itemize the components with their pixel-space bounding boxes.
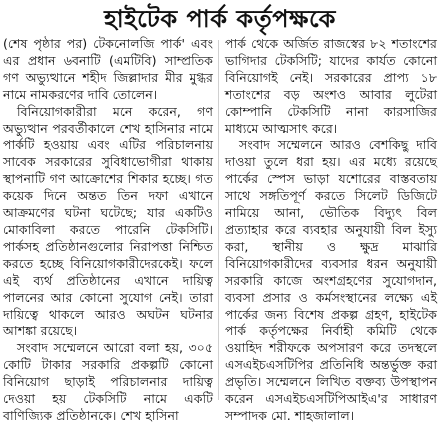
right-column [225, 36, 437, 423]
paragraph: বিনিয়োগকারীরা মনে করেন, গণ অভ্যুত্থান পরবর্তীকালে শেখ হাসিনার নামে পার্কটি হওয়ায় এবং এটির পরিচালনায় সাবেক সরকারের সুবিধাভোগীরা থাকায় স্থাপনাটি গণ আক্রোশের শিকার হচ্ছে। গত কয়েক দিনে অন্তত তিন দফা এখানে আক্রমণের ঘটনা ঘটেছে; যার একটিও মোকাবিলা করতে পারেনি টেকসিটি। পার্কসহ প্রতিষ্ঠানগুলোর নিরাপত্তা নিশ্চিত করতে হচ্ছে বিনিয়োগকারীদেরকেই। ফলে এই ব্যর্থ প্রতিষ্ঠানের এখানে দায়িত্ব পালনের আর কোনো সুযোগ নেই। তারা দায়িত্বে থাকলে আরও অঘটন ঘটনার আশঙ্কা রয়েছে। [3, 103, 213, 339]
column-divider [218, 40, 219, 400]
paragraph: পার্ক থেকে অর্জিত রাজস্বের ৮২ শতাংশের ভাগিদার টেকসিটি; যাদের কার্যত কোনো বিনিয়োগই নেই। সরকারের প্রাপ্য ১৮ শতাংশের বড় অংশও আবার লুটেরা কোম্পানি টেকসিটি নানা কারসাজির মাধ্যমে আত্মসাৎ করে। [225, 36, 437, 136]
headline: হাইটেক পার্ক কর্তৃপক্ষকে [104, 5, 336, 33]
left-column [3, 36, 213, 423]
paragraph: সংবাদ সম্মেলনে আরো বলা হয়, ৩০৫ কোটি টাকার সরকারি প্রকল্পটি কোনো বিনিয়োগ ছাড়াই পরিচালনার দায়িত্ব দেওয়া হয় টেকসিটি নামে একটি বাণিজ্যিক প্রতিষ্ঠানকে। শেখ হাসিনা [3, 340, 213, 423]
paragraph: (শেষ পৃষ্ঠার পর) টেকনোলজি পার্ক' এবং এর প্রধান ৬বনাটি (এমটিবি) সাম্প্রতিক গণ অভ্যুত্থানে শহীদ জিল্লাদার মীর মুগ্ধর নামে নামকরণের দাবি তোলেন। [3, 36, 213, 102]
paragraph: সংবাদ সম্মেলনে আরও বেশকিছু দাবি দাওয়া তুলে ধরা হয়। এর মধ্যে রয়েছে পার্কের স্পেস ভাড়া যশোরের বাস্তবতায় সাথে সঙ্গতিপূর্ণ করতে সিলেট ডিজিটে নামিয়ে আনা, ভৌতিক বিদ্যুৎ বিল প্রত্যাহার করে ব্যবহার অনুযায়ী বিল ইস্যু করা, স্থানীয় ও ক্ষুদ্র মাঝারি বিনিয়োগকারীদের ব্যবসার ধরন অনুযায়ী সরকারি কাজে অংশগ্রহণের সুযোগদান, ব্যবসা প্রসার ও কর্মসংস্থানের লক্ষ্যে এই পার্কের জন্য বিশেষ প্রকল্প গ্রহণ, হাইটেক পার্ক কর্তৃপক্ষের নির্বাহী কমিটি থেকে ওয়াহিদ শরীফকে অপসারণ করে তদস্থলে এসএইচএসটিপির প্রতিনিধি অন্তর্ভুক্ত করা প্রভৃতি। সম্মেলনে লিখিত বক্তব্য উপস্থাপন করেন এসএইচএসটিপিআইএ'র সাধারণ সম্পাদক মো. শাহজালাল। [225, 137, 437, 423]
